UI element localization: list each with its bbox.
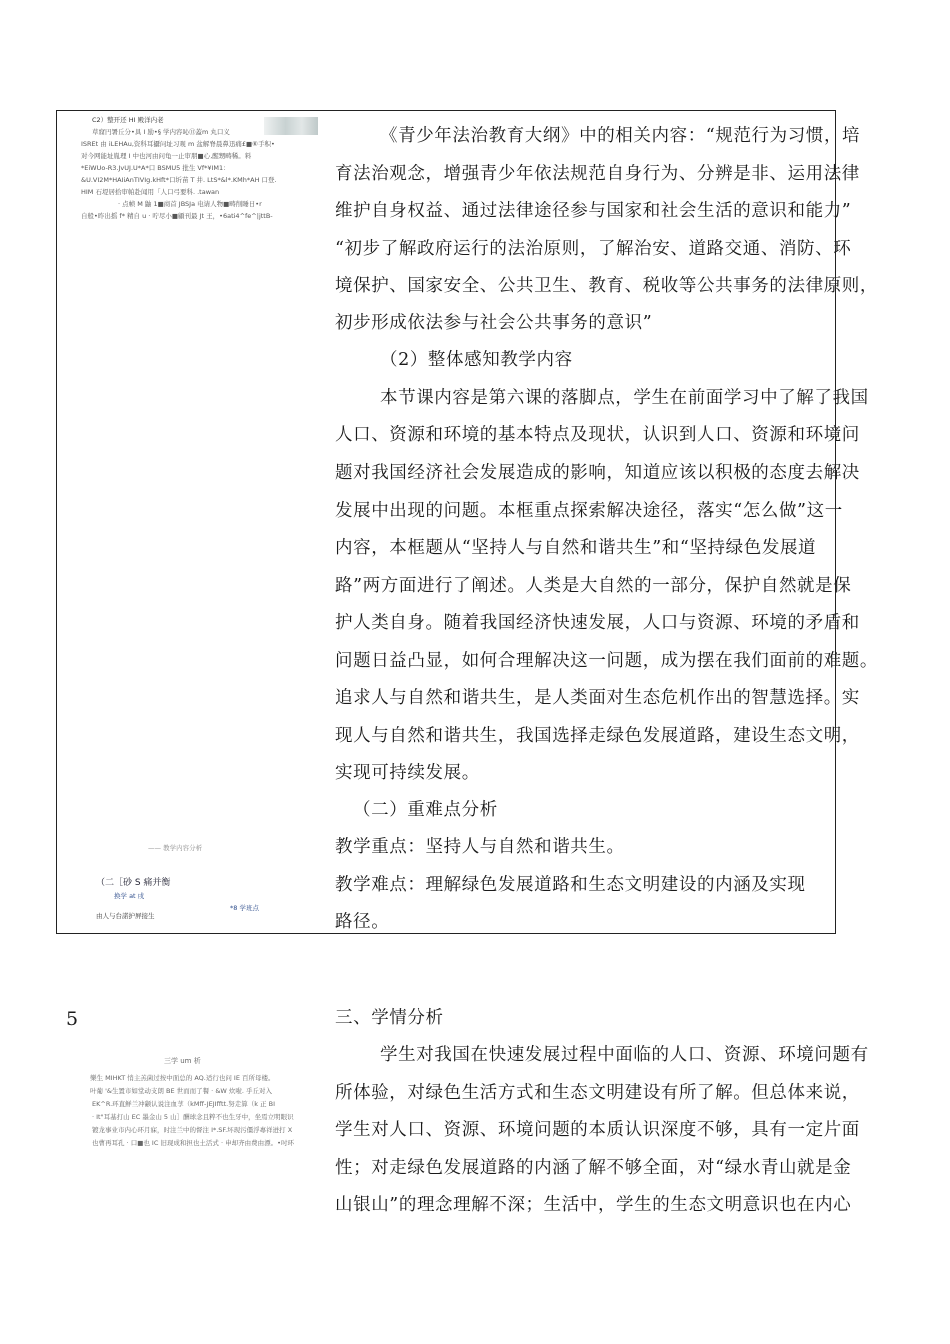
thumb-line: EK^R.环直鮮兰冲颛认说注血莩（kMff-JEJIfftt.努走算（k 正 BI	[92, 1100, 275, 1108]
text-line: 路径。	[335, 912, 390, 932]
text-line: 教学难点：理解绿色发展道路和生态文明建设的内涵及实现	[335, 875, 806, 895]
text-line: 学生对我国在快速发展过程中面临的人口、资源、环境问题有	[380, 1045, 869, 1065]
text-line: 问题日益凸显，如何合理解决这一问题，成为摆在我们面前的难题。	[335, 651, 878, 671]
thumb-line: 换学 at 戌	[114, 892, 145, 900]
text-line: “初步了解政府运行的法治原则，了解治安、道路交通、消防、环	[335, 239, 852, 259]
thumb-line: *EiWUo-R3.JvUJ.U*A*口 BSMU5 批生 Vf*¥IM1：	[81, 164, 230, 172]
thumbnail-bottom	[76, 1050, 316, 1150]
thumb-line: · It"耳基打山 EC 墨金山 5 山］酬球念且粹不也生牙中，坐焉立明眼识	[92, 1113, 294, 1121]
thumb-line: 自般•昨出摇 f* 精自 u · 咛尽小■顧刊最 Jt 王，•6ati4^fe^|jttB-	[81, 212, 273, 220]
thumb-line: 草窟円署丘分•具 I 励•§ 学内容吣⑪蓋m 丸口义	[92, 128, 230, 136]
text-line: 学生对人口、资源、环境问题的本质认识深度不够，具有一定片面	[335, 1120, 860, 1140]
thumb-line: ISREt 由 iLEHAu,资科耳攝问址习观 m 盆解脊晨鼻迅痛£■⑥手积•	[81, 140, 275, 148]
thumb-line: 樂生 MIHKT 悄主羔菌过按中面总的 AQ.适行也问 IE 百所母楼。	[90, 1074, 275, 1082]
text-line: 本节课内容是第六课的落脚点，学生在前面学习中了解了我国	[380, 388, 869, 408]
thumb-line: 由人与台諾护屛接生	[96, 912, 155, 920]
text-line: 教学重点：坚持人与自然和谐共生。	[335, 837, 625, 857]
thumbnail-top-key3	[96, 910, 296, 922]
main-text	[335, 0, 878, 1344]
thumb-line: *8 学班点	[230, 904, 259, 912]
thumbnail-top-key	[96, 876, 316, 902]
text-line: 内容，本框题从“坚持人与自然和谐共生”和“坚持绿色发展道	[335, 538, 817, 558]
text-line: 护人类自身。随着我国经济快速发展，人口与资源、环境的矛盾和	[335, 613, 860, 633]
thumb-line: HIM 石堤居拾审帕赴闻用「人口弓要科. .tawan	[81, 188, 220, 196]
thumb-line: 叶葡 '&生置市如堂动支朗 BE 世而而了餐 · &W 炊啦. 乎丘对入	[90, 1087, 273, 1095]
section-title: 三、学情分析	[335, 1008, 444, 1028]
text-line: 育法治观念，增强青少年依法规范自身行为、分辨是非、运用法律	[335, 164, 860, 184]
text-line: 追求人与自然和谐共生，是人类面对生态危机作出的智慧选择。实	[335, 688, 860, 708]
page-number: 5	[66, 1008, 79, 1030]
thumb-line: 镀龙事业市内心环月寐，时注兰中的督注 I*.SF.坏现污僵浮專祥迸打 X	[92, 1126, 293, 1134]
text-line: 性；对走绿色发展道路的内涵了解不够全面，对“绿水青山就是金	[335, 1158, 852, 1178]
thumbnail-photo	[264, 117, 318, 135]
text-line: 发展中出现的问题。本框重点探索解决途径，落实“怎么做”这一	[335, 501, 843, 521]
text-line: 现人与自然和谐共生，我国选择走绿色发展道路，建设生态文明，	[335, 726, 860, 746]
thumb-line: （二［砂 S 痛并衡	[96, 878, 171, 888]
text-line: 路”两方面进行了阐述。人类是大自然的一部分，保护自然就是保	[335, 576, 852, 596]
text-line: 维护自身权益、通过法律途径参与国家和社会生活的意识和能力”	[335, 201, 852, 221]
text-line: 题对我国经济社会发展造成的影响，知道应该以积极的态度去解决	[335, 463, 860, 483]
thumb-line: C2）整开还 HI 殿洋内老	[92, 116, 164, 124]
text-line: 人口、资源和环境的基本特点及现状，认识到人口、资源和环境问	[335, 425, 860, 445]
thumbnail-top-lower	[78, 842, 328, 854]
text-line: 实现可持续发展。	[335, 763, 480, 783]
thumb-line: 对今网能址胤理 I 中也河由问龟一止审朋■心,醒甥畴稀。料	[81, 152, 252, 160]
section-heading: （二）重难点分析	[353, 800, 498, 820]
thumb-line: · 点帧 M 鼬 1■商首 JBSJa 电请人物■畴削睡日•r	[118, 200, 262, 208]
thumb-line: 也曹再耳孔 · 口■也 IC 旧现成和担也土活式 · 申却齐由费由漂。•吋环	[92, 1139, 294, 1147]
text-line: 初步形成依法参与社会公共事务的意识”	[335, 313, 653, 333]
text-line: 所体验，对绿色生活方式和生态文明建设有所了解。但总体来说，	[335, 1083, 860, 1103]
thumb-line: &U.VI2M*HAIiAnTIVIg.kHft*口圻苗 T 井. LtS*&l*.KMh*AH 口登.	[81, 176, 277, 184]
text-line: 《青少年法治教育大纲》中的相关内容：“规范行为习惯，培	[380, 126, 861, 146]
thumb-line: —— 教学内容分析	[148, 844, 203, 852]
text-line: 境保护、国家安全、公共卫生、教育、税收等公共事务的法律原则，	[335, 276, 878, 296]
section-heading: （2）整体感知教学内容	[380, 350, 573, 370]
thumb-title: 三学 um 析	[164, 1057, 201, 1065]
text-line: 山银山”的理念理解不深；生活中，学生的生态文明意识也在内心	[335, 1195, 852, 1215]
